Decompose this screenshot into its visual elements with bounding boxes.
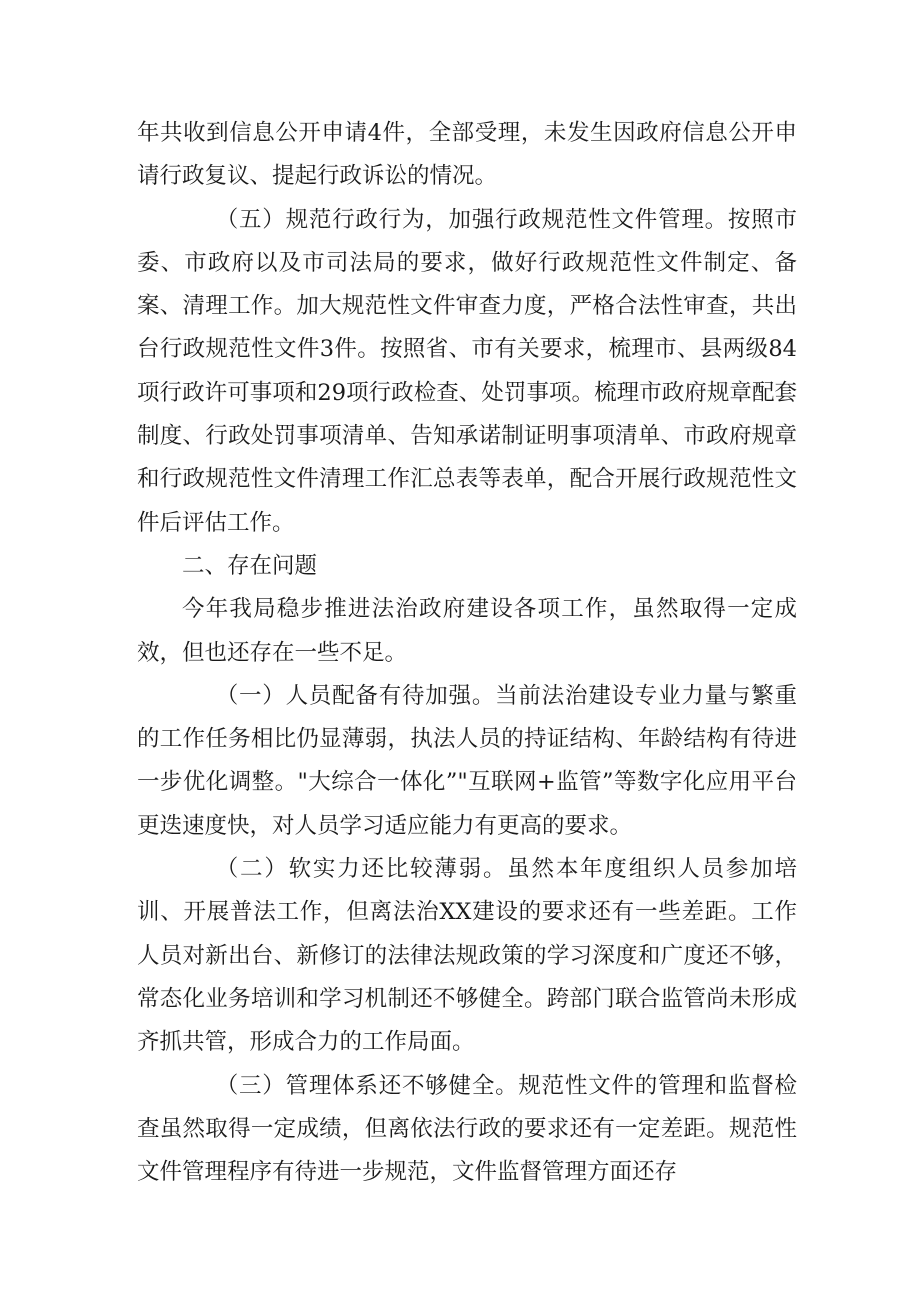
paragraph-management-system: （三）管理体系还不够健全。规范性文件的管理和监督检查虽然取得一定成绩，但离依法行政的要求还有一定差距。规范性文件管理程序有待进一步规范，文件监督管理方面还存 <box>137 1072 797 1186</box>
paragraph-staffing: （一）人员配备有待加强。当前法治建设专业力量与繁重的工作任务相比仍显薄弱，执法人员的持证结构、年龄结构有待进一步优化调整。"大综合一体化”"互联网+监管”等数字化应用平台更迭速度快，对人员学习适应能力有更高的要求。 <box>137 682 797 839</box>
paragraph-problems-intro: 今年我局稳步推进法治政府建设各项工作，虽然取得一定成效，但也还存在一些不足。 <box>137 596 797 666</box>
document-body <box>137 112 797 1194</box>
paragraph-soft-power: （二）软实力还比较薄弱。虽然本年度组织人员参加培训、开展普法工作，但离法治XX建设的要求还有一些差距。工作人员对新出台、新修订的法律法规政策的学习深度和广度还不够，常态化业务培训和学习机制还不够健全。跨部门联合监管尚未形成齐抓共管，形成合力的工作局面。 <box>137 856 797 1056</box>
section-heading-existing-problems: 二、存在问题 <box>182 552 318 579</box>
paragraph-regulate-administrative-conduct: （五）规范行政行为，加强行政规范性文件管理。按照市委、市政府以及市司法局的要求，做好行政规范性文件制定、备案、清理工作。加大规范性文件审查力度，严格合法性审查，共出台行政规范性文件3件。按照省、市有关要求，梳理市、县两级84项行政许可事项和29项行政检查、处罚事项。梳理市政府规章配套制度、行政处罚事项清单、告知承诺制证明事项清单、市政府规章和行政规范性文件清理工作汇总表等表单，配合开展行政规范性文件后评估工作。 <box>137 206 797 536</box>
paragraph-continued-info-disclosure: 年共收到信息公开申请4件，全部受理，未发生因政府信息公开申请行政复议、提起行政诉讼的情况。 <box>137 120 797 190</box>
